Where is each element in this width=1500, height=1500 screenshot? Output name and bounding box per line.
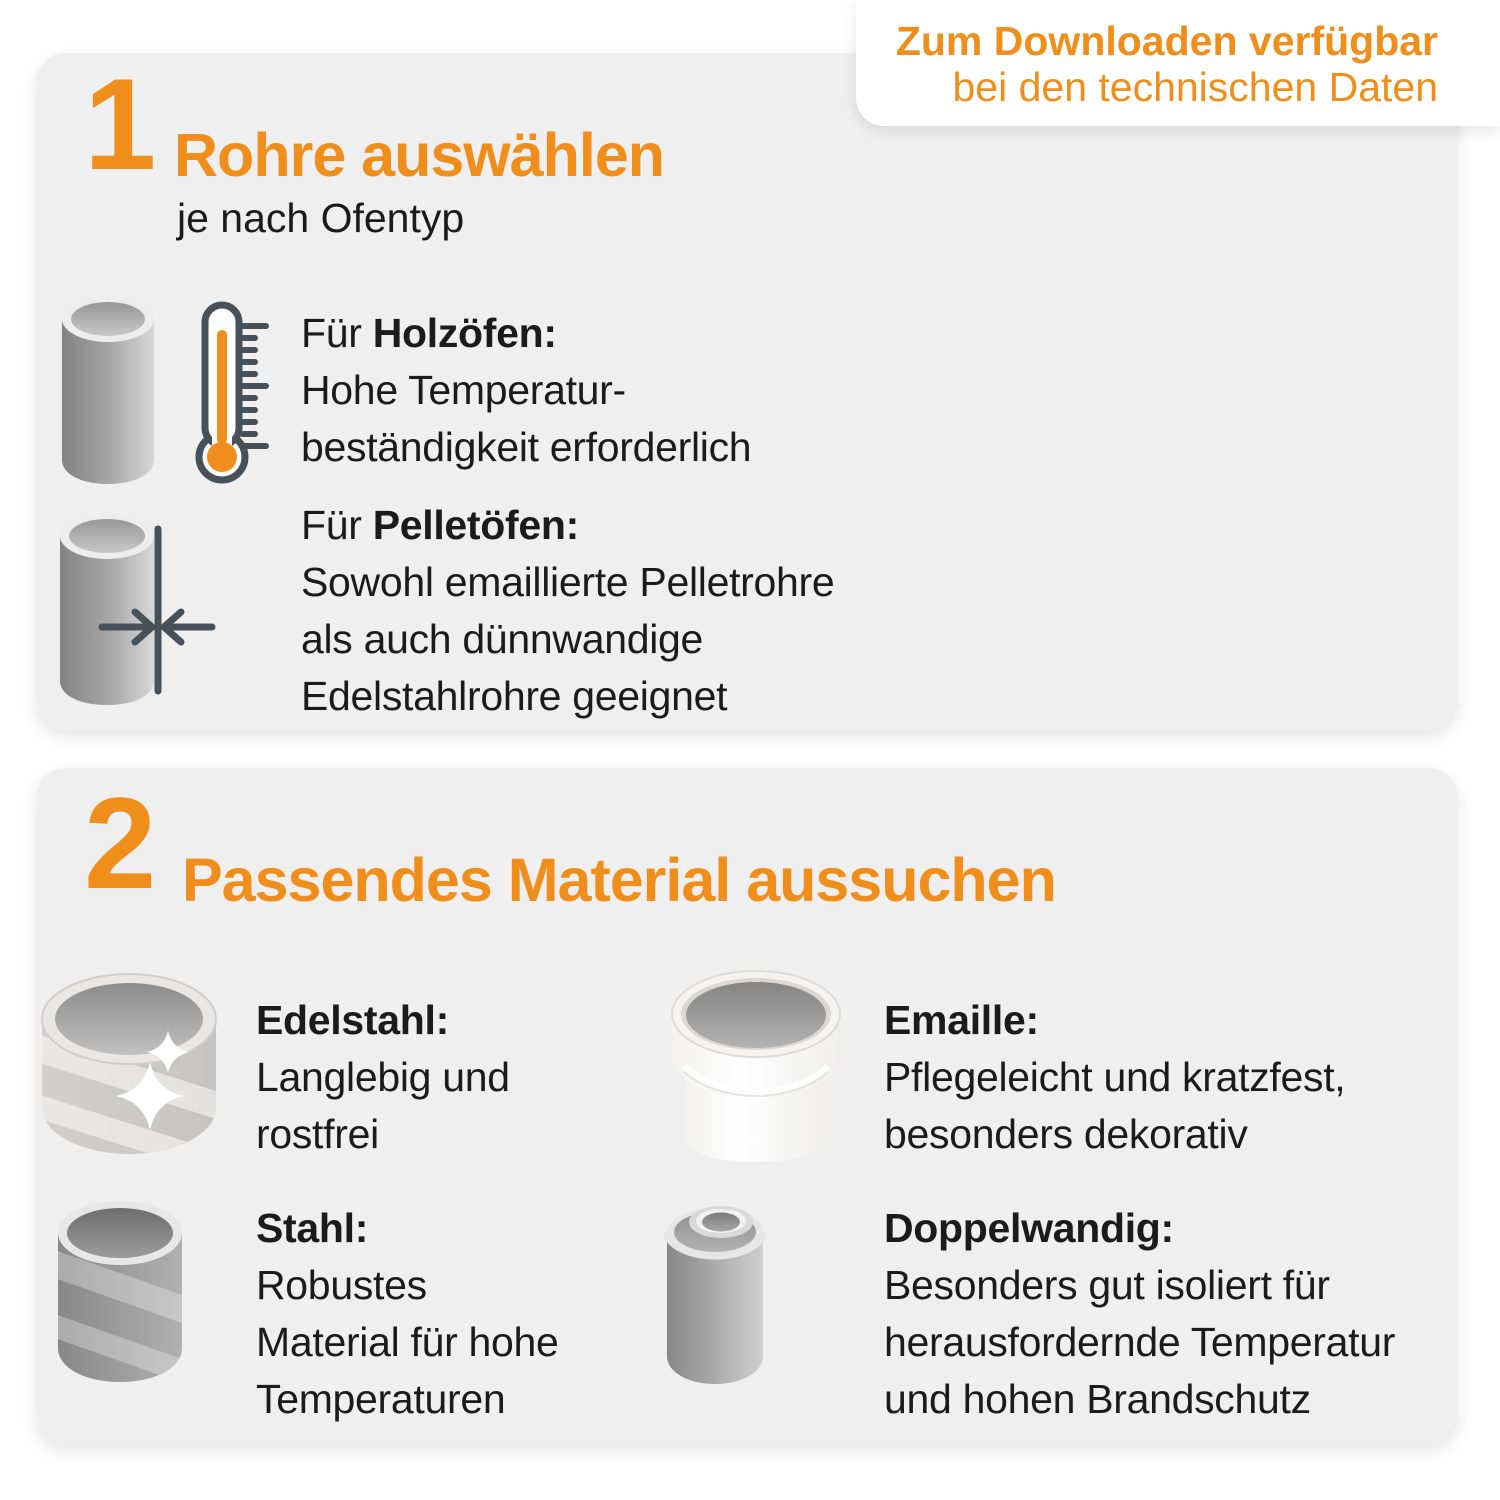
- steel-pipe-icon: [52, 1196, 188, 1388]
- wood-stove-text: Für Holzöfen: Hohe Temperatur- beständigkeit erforderlich: [301, 305, 751, 476]
- step-2-title: Passendes Material aussuchen: [182, 846, 1056, 914]
- stainless-steel-pipe-icon: [38, 970, 220, 1158]
- edelstahl-text: Edelstahl: Langlebig und rostfrei: [256, 992, 510, 1163]
- wood-stove-heading: Für Holzöfen:: [301, 310, 557, 356]
- step-2-card: [36, 768, 1458, 1445]
- pellet-stove-text: Für Pelletöfen: Sowohl emaillierte Pelletrohre als auch dünnwandige Edelstahlrohre geeignet: [301, 497, 834, 725]
- thermometer-icon: [195, 300, 269, 484]
- stahl-heading: Stahl:: [256, 1205, 369, 1251]
- enamel-pipe-icon: [670, 968, 843, 1164]
- double-wall-pipe-icon: [664, 1192, 766, 1390]
- step-1-subtitle: je nach Ofentyp: [177, 195, 465, 241]
- step-1-card: [36, 53, 1458, 731]
- emaille-text: Emaille: Pflegeleicht und kratzfest, besonders dekorativ: [884, 992, 1345, 1163]
- wall-thickness-pipe-icon: [52, 505, 218, 711]
- edelstahl-heading: Edelstahl:: [256, 997, 449, 1043]
- stahl-text: Stahl: Robustes Material für hohe Temperaturen: [256, 1200, 559, 1428]
- emaille-heading: Emaille:: [884, 997, 1039, 1043]
- download-badge-title: Zum Downloaden verfügbar: [895, 18, 1438, 64]
- pellet-stove-heading: Für Pelletöfen:: [301, 502, 579, 548]
- step-1-number: 1: [84, 51, 155, 197]
- stove-pipe-icon: [55, 290, 161, 488]
- doppelwandig-text: Doppelwandig: Besonders gut isoliert für herausfordernde Temperatur und hohen Brandschutz: [884, 1200, 1395, 1428]
- step-2-number: 2: [84, 770, 155, 916]
- download-badge: [856, 0, 1500, 126]
- doppelwandig-heading: Doppelwandig:: [884, 1205, 1174, 1251]
- download-badge-subtitle: bei den technischen Daten: [952, 64, 1438, 110]
- step-1-title: Rohre auswählen: [174, 121, 665, 189]
